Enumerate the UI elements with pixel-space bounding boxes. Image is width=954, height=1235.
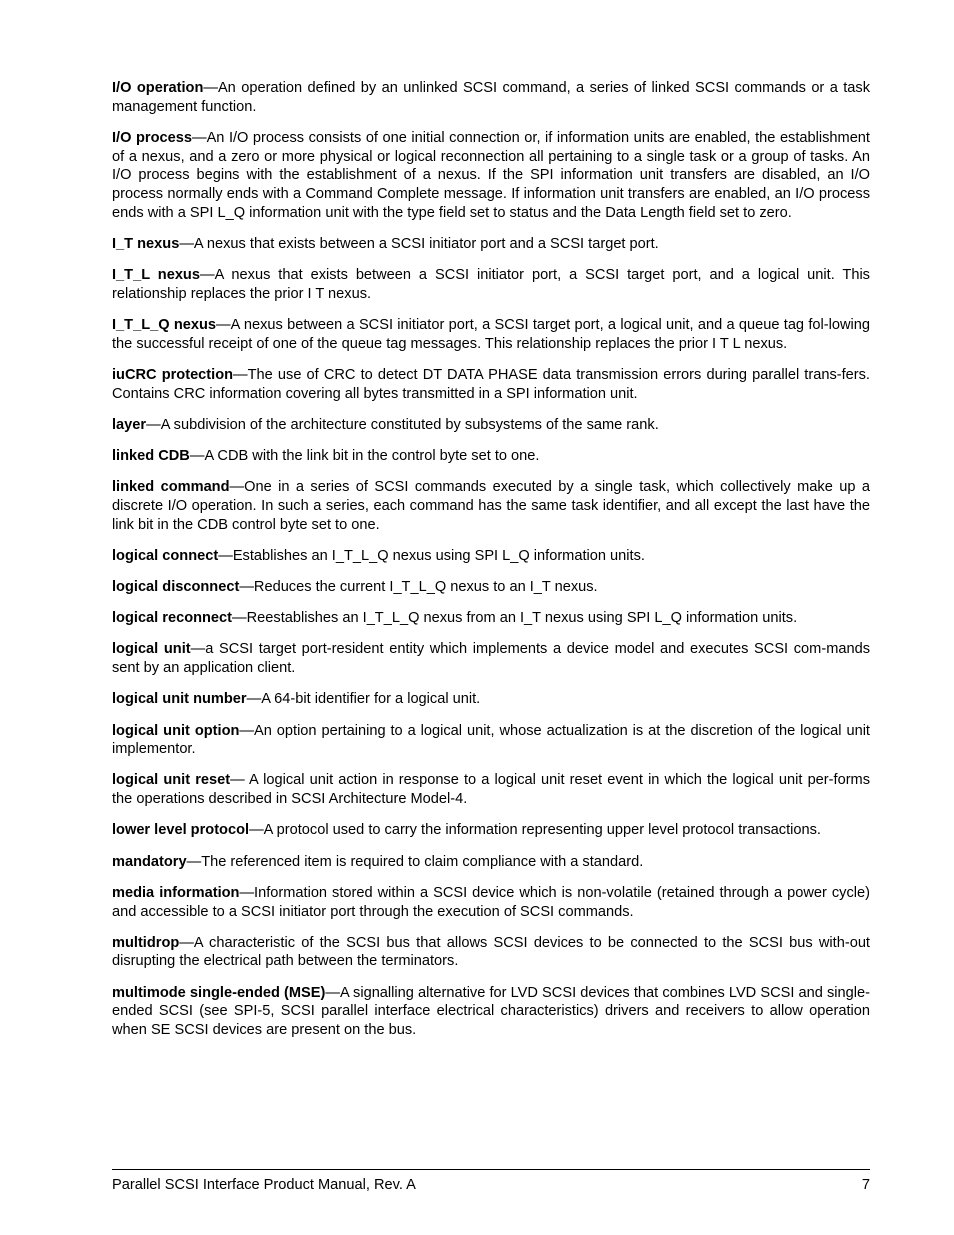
glossary-definition: — A logical unit action in response to a logical unit reset event in which the logical unit per-forms the operations described in SCSI Architecture Model-4. [112, 772, 871, 808]
glossary-definition: —An operation defined by an unlinked SCSI command, a series of linked SCSI commands or a task management function. [112, 80, 870, 115]
glossary-entry [112, 79, 870, 116]
glossary-entry [112, 547, 870, 566]
glossary-term: I_T nexus [112, 235, 180, 252]
glossary-entry [112, 366, 870, 403]
glossary-term: layer [112, 416, 147, 433]
glossary-entry [112, 478, 870, 534]
glossary-term: linked CDB [112, 448, 190, 465]
glossary-entry [112, 934, 870, 971]
glossary-definition: —A nexus between a SCSI initiator port, a SCSI target port, a logical unit, and a queue tag fol-lowing the successful receipt of one of the queue tag messages. This relationship replaces the prior I T L nexus. [112, 317, 870, 352]
page-number: 7 [861, 1177, 870, 1193]
glossary-term: logical connect [112, 547, 219, 564]
glossary-definition: —The use of CRC to detect DT DATA PHASE data transmission errors during parallel trans-fers. Contains CRC information covering all bytes transmitted in a SPI information unit. [112, 366, 870, 402]
glossary-entry [112, 690, 870, 709]
glossary-definition: —A protocol used to carry the information representing upper level protocol transactions. [249, 822, 821, 839]
glossary-entry [112, 884, 870, 921]
glossary-entry [112, 640, 870, 677]
glossary-entry [112, 984, 870, 1040]
glossary-term: logical unit option [112, 722, 240, 739]
glossary-term: mandatory [112, 853, 187, 870]
glossary-term: media information [112, 884, 240, 901]
glossary-definition: —A signalling alternative for LVD SCSI devices that combines LVD SCSI and single-ended SCSI (see SPI-5, SCSI parallel interface electrical characteristics) drivers and receivers to allow operation when SE SCSI devices are present on the bus. [112, 984, 870, 1039]
glossary-entry [112, 129, 870, 223]
glossary-entry [112, 416, 870, 435]
glossary-term: logical unit number [112, 691, 247, 708]
glossary-term: logical unit [112, 641, 191, 658]
glossary-term: I/O process [112, 129, 192, 146]
glossary-term: iuCRC protection [112, 366, 234, 383]
glossary-entry [112, 722, 870, 759]
glossary-entry [112, 609, 870, 628]
glossary-entry [112, 266, 870, 303]
glossary-definition: —A subdivision of the architecture constituted by subsystems of the same rank. [146, 416, 659, 433]
glossary-definition: —An I/O process consists of one initial connection or, if information units are enabled, the establishment of a nexus, and a zero or more physical or logical reconnection all pertaining to a single task or a group of tasks. An I/O process begins with the establishment of a nexus. If the SPI information unit transfers are disabled, an I/O process normally ends with a Command Complete message. If information unit transfers are enabled, an I/O process ends with a SPI L_Q information unit with the type field set to status and the Data Length field set to zero. [112, 129, 870, 221]
glossary-term: logical disconnect [112, 579, 240, 596]
glossary-entry [112, 821, 870, 840]
glossary-term: lower level protocol [112, 822, 250, 839]
page-footer [112, 1176, 870, 1194]
glossary-term: I/O operation [112, 80, 204, 96]
glossary-entry [112, 853, 870, 872]
glossary-body [112, 79, 870, 1052]
glossary-entry [112, 447, 870, 466]
glossary-definition: —Information stored within a SCSI device which is non-volatile (retained through a power cycle) and accessible to a SCSI initiator port through the execution of SCSI commands. [112, 884, 870, 920]
glossary-term: logical reconnect [112, 610, 233, 627]
glossary-definition: —Establishes an I_T_L_Q nexus using SPI L_Q information units. [218, 547, 645, 564]
glossary-definition: —A nexus that exists between a SCSI initiator port, a SCSI target port, and a logical unit. This relationship replaces the prior I T nexus. [112, 267, 870, 302]
glossary-term: linked command [112, 479, 230, 496]
glossary-term: multidrop [112, 934, 180, 951]
glossary-term: I_T_L_Q nexus [112, 317, 217, 334]
glossary-term: logical unit reset [112, 772, 231, 789]
glossary-definition: —a SCSI target port-resident entity which implements a device model and executes SCSI com-mands sent by an application client. [112, 641, 870, 677]
glossary-term: I_T_L nexus [112, 267, 200, 284]
glossary-definition: —Reduces the current I_T_L_Q nexus to an I_T nexus. [239, 579, 598, 596]
glossary-definition: —A nexus that exists between a SCSI initiator port and a SCSI target port. [179, 235, 659, 252]
footer-divider [112, 1169, 870, 1170]
glossary-definition: —The referenced item is required to claim compliance with a standard. [186, 853, 644, 870]
glossary-definition: —A characteristic of the SCSI bus that allows SCSI devices to be connected to the SCSI bus with-out disrupting the electrical path between the terminators. [112, 934, 870, 970]
footer-document-title: Parallel SCSI Interface Product Manual, Rev. A [112, 1177, 416, 1193]
glossary-definition: —A 64-bit identifier for a logical unit. [246, 691, 481, 708]
glossary-definition: —A CDB with the link bit in the control byte set to one. [189, 448, 540, 465]
glossary-definition: —Reestablishes an I_T_L_Q nexus from an I_T nexus using SPI L_Q information units. [232, 610, 798, 627]
glossary-entry [112, 235, 870, 254]
glossary-entry [112, 316, 870, 353]
glossary-definition: —An option pertaining to a logical unit, whose actualization is at the discretion of the logical unit implementor. [112, 722, 870, 758]
glossary-definition: —One in a series of SCSI commands executed by a single task, which collectively make up a discrete I/O operation. In such a series, each command has the same task identifier, and all except the last have the link bit in the CDB control byte set to one. [112, 479, 871, 533]
glossary-term: multimode single-ended (MSE) [112, 984, 326, 1001]
glossary-entry [112, 771, 870, 808]
glossary-entry [112, 578, 870, 597]
